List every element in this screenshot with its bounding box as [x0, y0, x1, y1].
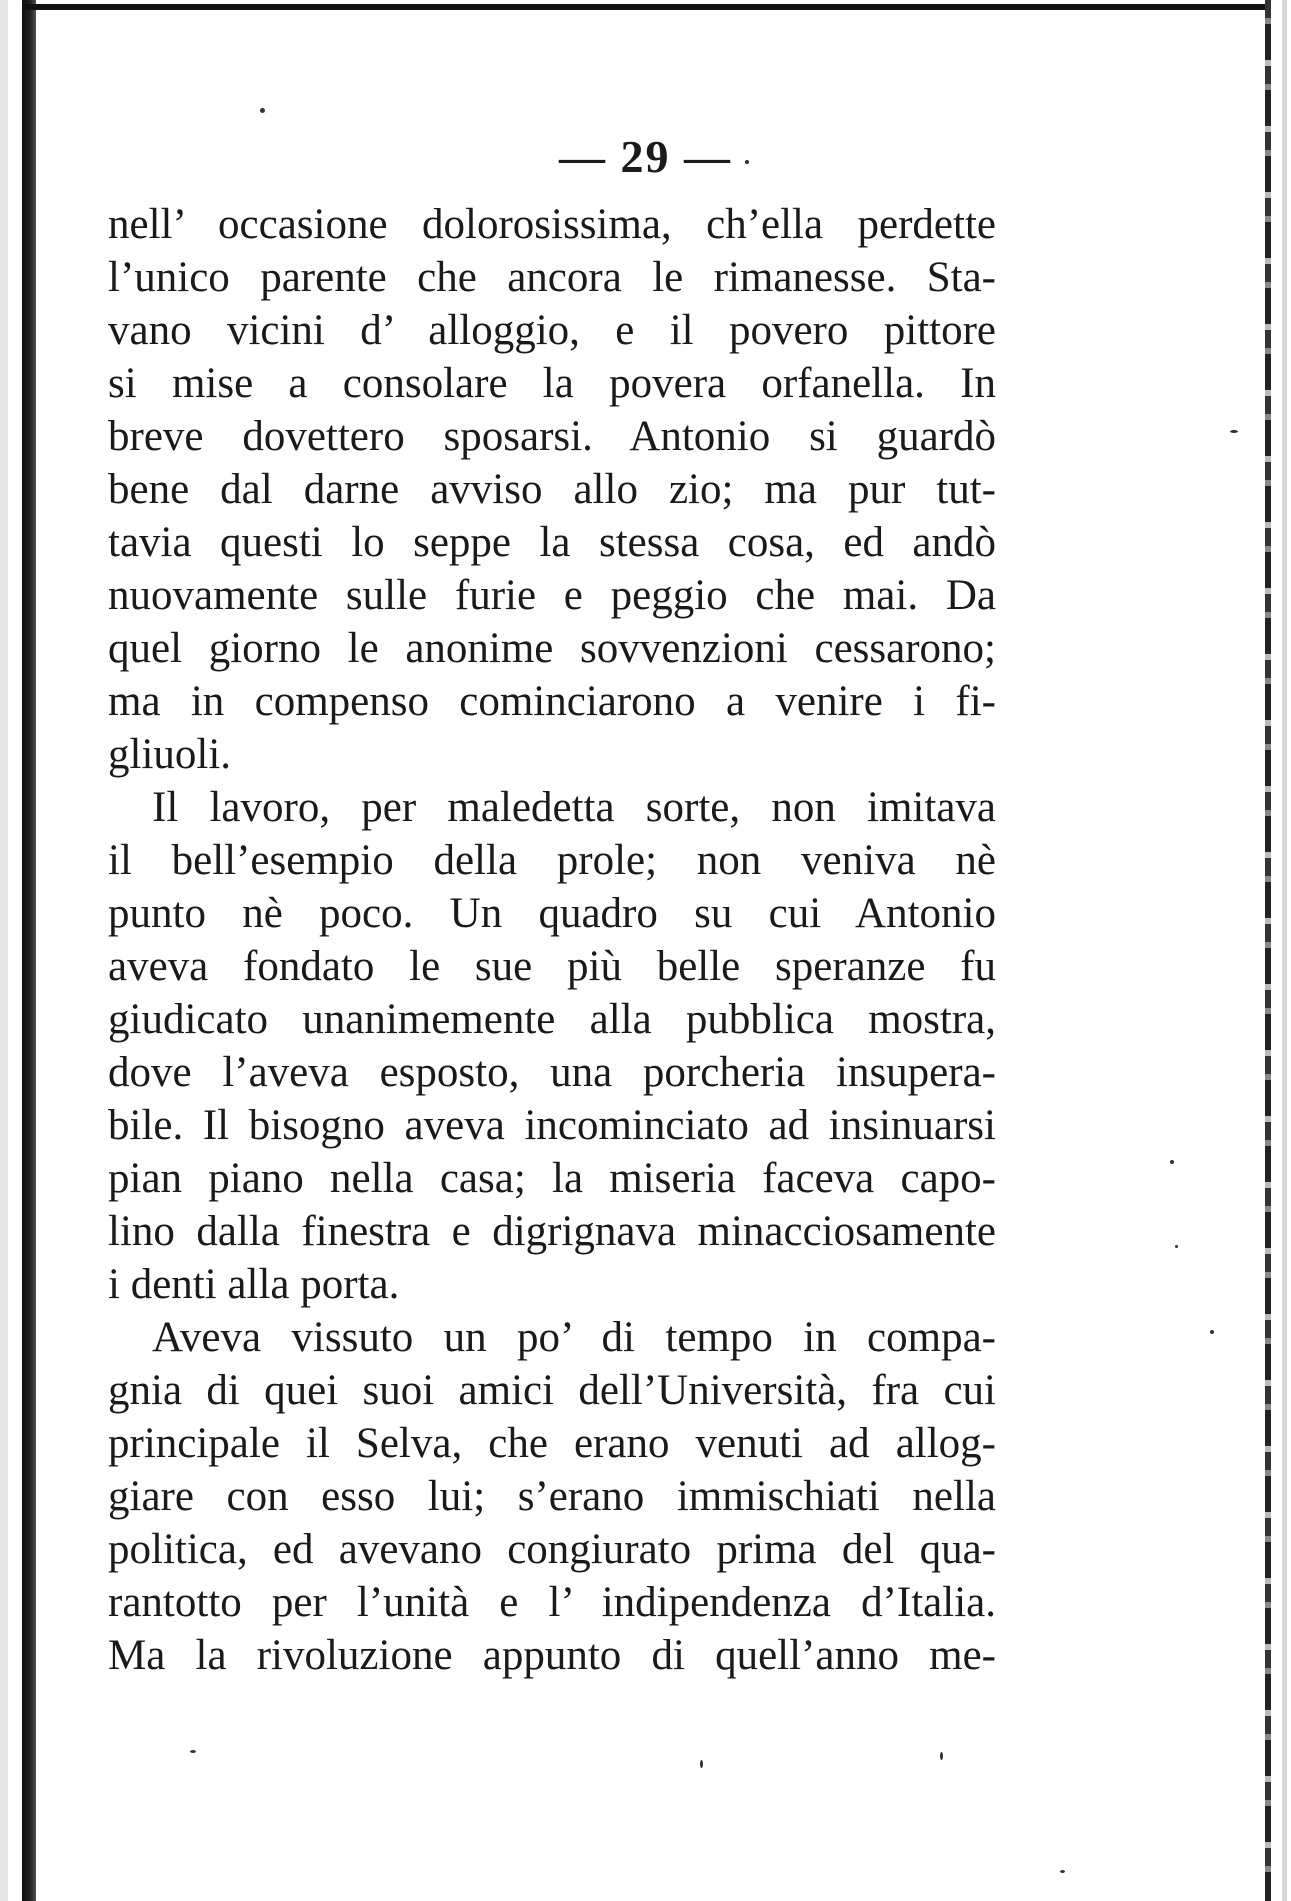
text-line: nell’ occasione dolorosissima, ch’ella perdette [108, 201, 996, 248]
page-number: — 29 — [559, 131, 732, 182]
scan-speck [190, 1750, 196, 1753]
text-line: giare con esso lui; s’erano immischiati nella [108, 1473, 996, 1520]
text-line: rantotto per l’unità e l’ indipendenza d’Italia. [108, 1579, 996, 1626]
text-line: bene dal darne avviso allo zio; ma pur tut- [108, 466, 996, 513]
scan-speck [940, 1752, 943, 1760]
text-line: Ma la rivoluzione appunto di quell’anno me- [108, 1632, 996, 1679]
scan-speck [260, 108, 265, 113]
paragraph-start-line: Il lavoro, per maledetta sorte, non imitava [152, 784, 996, 831]
text-line: i denti alla porta. [108, 1261, 400, 1308]
text-line: vano vicini d’ alloggio, e il povero pittore [108, 307, 996, 354]
scan-speck [745, 160, 749, 164]
scan-speck [700, 1760, 703, 1768]
text-line: bile. Il bisogno aveva incominciato ad insinuarsi [108, 1102, 996, 1149]
text-line: tavia questi lo seppe la stessa cosa, ed andò [108, 519, 996, 566]
page-top-edge [22, 4, 1267, 10]
scan-margin-left [0, 0, 8, 1901]
scan-speck [1230, 430, 1238, 433]
text-line: gliuoli. [108, 731, 232, 778]
text-line: lino dalla finestra e digrignava minacciosamente [108, 1208, 996, 1255]
scan-speck [1170, 1160, 1174, 1164]
text-line: breve dovettero sposarsi. Antonio si guardò [108, 413, 996, 460]
text-line: gnia di quei suoi amici dell’Università, fra cui [108, 1367, 996, 1414]
scan-speck [1210, 1330, 1214, 1334]
text-line: punto nè poco. Un quadro su cui Antonio [108, 890, 996, 937]
text-line: politica, ed avevano congiurato prima del qua- [108, 1526, 996, 1573]
scan-margin-right [1282, 0, 1287, 1901]
text-line: l’unico parente che ancora le rimanesse. Sta- [108, 254, 996, 301]
text-line: dove l’aveva esposto, una porcheria insupera- [108, 1049, 996, 1096]
text-line: il bell’esempio della prole; non veniva nè [108, 837, 996, 884]
text-line: principale il Selva, che erano venuti ad allog- [108, 1420, 996, 1467]
body-text [108, 198, 996, 1682]
text-line: ma in compenso cominciarono a venire i fi- [108, 678, 996, 725]
text-line: pian piano nella casa; la miseria faceva capo- [108, 1155, 996, 1202]
text-line: aveva fondato le sue più belle speranze fu [108, 943, 996, 990]
text-line: quel giorno le anonime sovvenzioni cessarono; [108, 625, 996, 672]
page-right-edge [1265, 0, 1271, 1901]
text-line: si mise a consolare la povera orfanella. In [108, 360, 996, 407]
scan-speck [1175, 1245, 1178, 1248]
text-line: nuovamente sulle furie e peggio che mai. Da [108, 572, 996, 619]
text-line: giudicato unanimemente alla pubblica mostra, [108, 996, 996, 1043]
scan-speck [1060, 1870, 1065, 1873]
book-binding-edge [22, 0, 36, 1901]
paragraph-start-line: Aveva vissuto un po’ di tempo in compa- [152, 1314, 996, 1361]
